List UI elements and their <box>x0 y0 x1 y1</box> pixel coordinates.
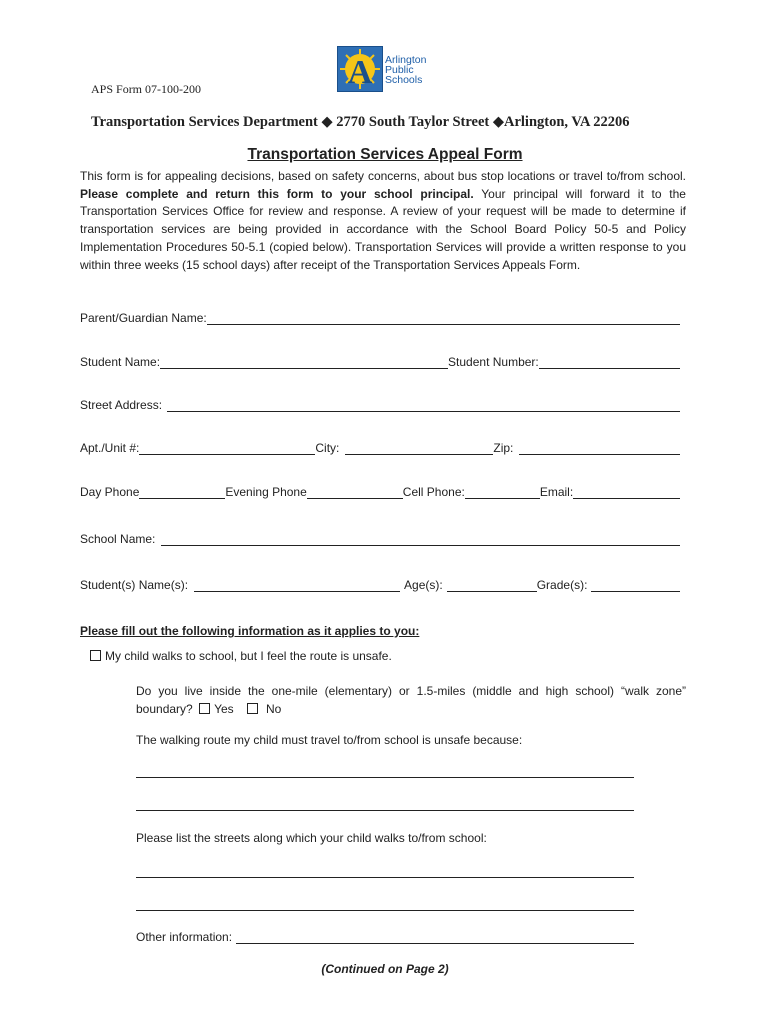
day-phone-field[interactable] <box>139 485 225 499</box>
evening-phone-field[interactable] <box>307 485 403 499</box>
intro-text: This form is for appealing decisions, based on safety concerns, about bus stop locations or travel to/from school. <box>80 169 686 183</box>
day-phone-label: Day Phone <box>80 485 140 499</box>
section-heading: Please fill out the following information as it applies to you: <box>80 624 420 638</box>
ages-field[interactable] <box>447 578 537 592</box>
school-row <box>80 532 680 546</box>
apt-city-zip-row <box>80 441 680 455</box>
school-name-field[interactable] <box>161 532 680 546</box>
street-address-label: Street Address: <box>80 398 163 412</box>
walk-option <box>90 649 392 663</box>
apt-field[interactable] <box>139 441 315 455</box>
walk-zone-question-text: Do you live inside the one-mile (elementary) or 1.5-miles (middle and high school) “walk zone” boundary? <box>136 684 686 716</box>
zip-label: Zip: <box>493 441 514 455</box>
logo-text <box>385 55 426 85</box>
intro-paragraph <box>80 168 686 274</box>
street-address-field[interactable] <box>167 398 680 412</box>
school-name-label: School Name: <box>80 532 156 546</box>
city-label: City: <box>315 441 340 455</box>
intro-text-continued: Your principal will forward it to the Transportation Services Office for review and response. A review of your request will be made to determine if transportation services are being provided in accordance with the School Board Policy 50-5 and Policy Implementation Procedures 50-5.1 (copied below). Transportation Services will provide a written response to you within three weeks (15 school days) after receipt of the Transportation Services Appeals Form. <box>80 186 686 272</box>
logo-line: Arlington <box>385 54 427 66</box>
walk-option-checkbox[interactable] <box>90 650 101 661</box>
no-checkbox[interactable] <box>247 703 258 714</box>
unsafe-reason-line-1[interactable] <box>136 777 634 778</box>
no-label: No <box>265 702 282 716</box>
department-line: Transportation Services Department ◆ 2770 South Taylor Street ◆Arlington, VA 22206 <box>91 114 630 130</box>
apt-label: Apt./Unit #: <box>80 441 140 455</box>
grades-label: Grade(s): <box>536 578 588 592</box>
grades-field[interactable] <box>591 578 680 592</box>
city-field[interactable] <box>345 441 493 455</box>
student-row <box>80 355 680 369</box>
ages-label: Age(s): <box>404 578 443 592</box>
logo-line: Schools <box>385 74 423 86</box>
form-number: APS Form 07-100-200 <box>91 82 202 96</box>
streets-line-2[interactable] <box>136 910 634 911</box>
streets-line-1[interactable] <box>136 877 634 878</box>
streets-prompt: Please list the streets along which your child walks to/from school: <box>136 831 487 845</box>
evening-phone-label: Evening Phone <box>225 485 307 499</box>
other-info-field[interactable] <box>236 930 634 944</box>
unsafe-because-prompt: The walking route my child must travel to/from school is unsafe because: <box>136 733 523 747</box>
walk-option-label: My child walks to school, but I feel the route is unsafe. <box>105 649 392 663</box>
student-number-field[interactable] <box>539 355 680 369</box>
unsafe-reason-line-2[interactable] <box>136 810 634 811</box>
zip-field[interactable] <box>519 441 680 455</box>
student-number-label: Student Number: <box>448 355 539 369</box>
phone-row <box>80 485 680 499</box>
student-name-field[interactable] <box>160 355 448 369</box>
students-names-field[interactable] <box>194 578 400 592</box>
aps-logo <box>337 46 437 92</box>
yes-label: Yes <box>214 702 234 716</box>
parent-name-field[interactable] <box>207 311 680 325</box>
email-label: Email: <box>539 485 574 499</box>
logo-letter: A <box>347 54 373 91</box>
parent-name-row <box>80 311 680 325</box>
parent-name-label: Parent/Guardian Name: <box>80 311 207 325</box>
yes-checkbox[interactable] <box>199 703 210 714</box>
students-row <box>80 578 680 592</box>
logo-line: Public <box>385 64 414 76</box>
cell-phone-label: Cell Phone: <box>402 485 465 499</box>
students-names-label: Student(s) Name(s): <box>80 578 189 592</box>
page-title: Transportation Services Appeal Form <box>247 146 523 163</box>
street-row <box>80 398 680 412</box>
other-info-label: Other information: <box>136 930 233 944</box>
continued-note: (Continued on Page 2) <box>321 962 449 976</box>
other-info-row <box>136 930 634 944</box>
intro-instruction: Please complete and return this form to your school principal. <box>80 186 474 201</box>
cell-phone-field[interactable] <box>465 485 540 499</box>
email-field[interactable] <box>573 485 680 499</box>
walk-zone-question <box>136 682 686 718</box>
logo-emblem <box>337 46 383 92</box>
student-name-label: Student Name: <box>80 355 161 369</box>
